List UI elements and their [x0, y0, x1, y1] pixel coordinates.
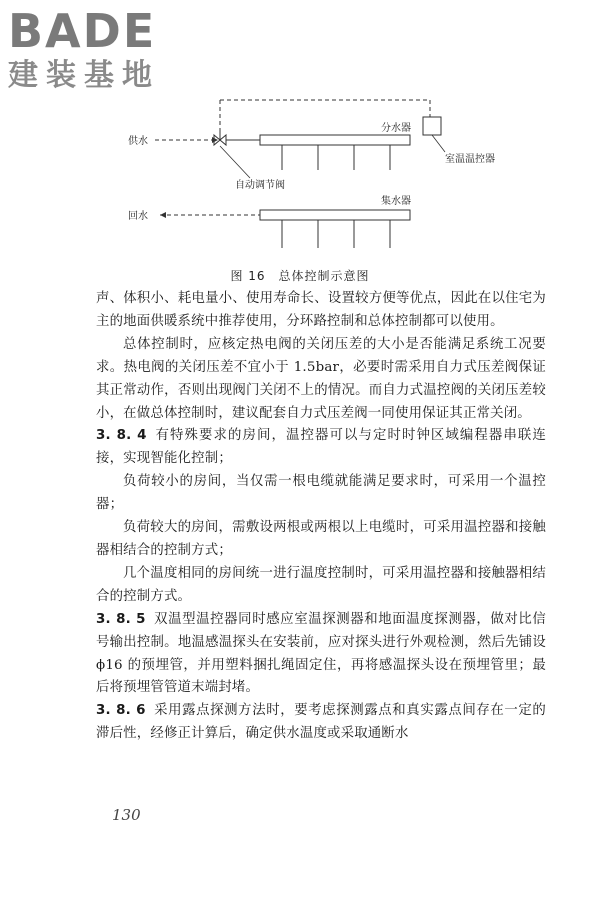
valve-lead [220, 146, 250, 178]
return-arrow [160, 212, 166, 218]
paragraph-text: 几个温度相同的房间统一进行温度控制时，可采用温控器和接触器相结合的控制方式。 [96, 565, 546, 604]
body-text [96, 288, 546, 746]
paragraph [96, 609, 546, 701]
logo-wordmark: BADE [8, 4, 157, 58]
paragraph-text: 有特殊要求的房间，温控器可以与定时时钟区域编程器串联连接，实现智能化控制； [96, 428, 546, 467]
distributor-bar [260, 135, 410, 145]
valve-icon [214, 132, 226, 145]
paragraph [96, 563, 546, 609]
control-diagram [100, 90, 520, 265]
section-number: 3. 8. 6 [96, 703, 146, 719]
site-logo [8, 6, 183, 94]
paragraph-text: 双温型温控器同时感应室温探测器和地面温度探测器，做对比信号输出控制。地温感温探头在安装前，应对探头进行外观检测，然后先铺设 ϕ16 的预埋管，并用塑料捆扎绳固定住，再将感温探头设在预埋管里；最后将预埋管管道末端封堵。 [96, 611, 546, 696]
thermostat-box [423, 117, 441, 135]
label-return: 回水 [128, 211, 148, 222]
paragraph [96, 288, 546, 334]
paragraph [96, 471, 546, 517]
paragraph-text: 采用露点探测方法时，要考虑探测露点和真实露点间存在一定的滞后性，经修正计算后，确定供水温度或采取通断水 [96, 703, 546, 742]
label-distributor: 分水器 [381, 123, 411, 134]
section-number: 3. 8. 4 [96, 428, 147, 444]
label-valve: 自动调节阀 [235, 180, 285, 191]
paragraph [96, 700, 546, 746]
collector-outlets [282, 220, 390, 248]
paragraph [96, 425, 546, 471]
paragraph-text: 负荷较大的房间，需敷设两根或两根以上电缆时，可采用温控器和接触器相结合的控制方式； [96, 520, 546, 558]
paragraph-text: 负荷较小的房间，当仅需一根电缆就能满足要求时，可采用一个温控器； [96, 474, 546, 513]
label-collector: 集水器 [381, 196, 411, 207]
paragraph [96, 334, 546, 426]
page-number: 130 [112, 806, 141, 824]
thermostat-lead [432, 135, 445, 152]
figure-caption: 图 16 总体控制示意图 [230, 269, 370, 283]
paragraph [96, 517, 546, 563]
paragraph-text: 总体控制时，应核定热电阀的关闭压差的大小是否能满足系统工况要求。热电阀的关闭压差不宜小于 1.5bar，必要时需采用自力式压差阀保证其正常动作，否则出现阀门关闭不上的情况。而自力式温控阀的关闭压差较小，在做总体控制时，建议配套自力式压差阀一同使用保证其正常关闭。 [96, 336, 546, 421]
logo-subtitle: 建装基地 [8, 58, 160, 93]
paragraph-text: 声、体积小、耗电量小、使用寿命长、设置较方便等优点，因此在以住宅为主的地面供暖系统中推荐使用，分环路控制和总体控制都可以使用。 [96, 291, 546, 329]
label-supply: 供水 [128, 136, 148, 147]
distributor-outlets [282, 145, 390, 170]
section-number: 3. 8. 5 [96, 611, 146, 627]
label-thermostat: 室温温控器 [445, 154, 495, 165]
collector-bar [260, 210, 410, 220]
